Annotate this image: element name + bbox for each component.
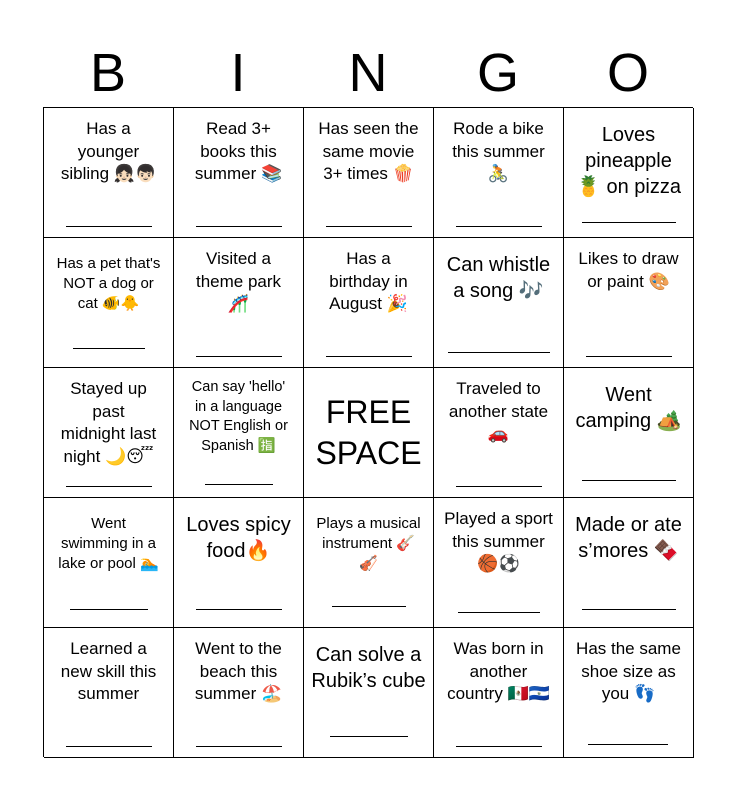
free-space[interactable]: [304, 368, 434, 498]
bingo-square[interactable]: [44, 498, 174, 628]
header-letter-o: O: [606, 43, 649, 103]
signature-line: [456, 226, 542, 227]
bingo-square[interactable]: [304, 108, 434, 238]
signature-line: [196, 609, 282, 610]
square-text: Was born in another country 🇲🇽🇸🇻: [447, 639, 550, 703]
bingo-header: [43, 38, 693, 108]
signature-line: [66, 746, 152, 747]
square-text: Can say 'hello' in a language NOT English or Spanish 🈯: [189, 379, 288, 454]
square-text: Learned a new skill this summer: [60, 639, 157, 703]
header-letter-g: G: [476, 43, 519, 103]
signature-line: [456, 486, 542, 487]
square-text: Can whistle a song 🎶: [446, 254, 551, 302]
signature-line: [582, 480, 676, 481]
square-text: Has the same shoe size as you 👣: [576, 639, 681, 703]
square-text: Stayed up past midnight last night 🌙😴: [60, 379, 157, 466]
signature-line: [326, 356, 412, 357]
signature-line: [586, 356, 672, 357]
bingo-square[interactable]: [564, 108, 694, 238]
signature-line: [196, 226, 282, 227]
bingo-square[interactable]: [174, 108, 304, 238]
signature-line: [205, 484, 273, 485]
bingo-square[interactable]: [564, 498, 694, 628]
bingo-square[interactable]: [174, 368, 304, 498]
bingo-square[interactable]: [304, 628, 434, 758]
bingo-square[interactable]: [174, 498, 304, 628]
square-text: Visited a theme park 🎢: [195, 249, 282, 313]
bingo-square[interactable]: [434, 368, 564, 498]
square-text: Has a younger sibling 👧🏻👦🏻: [60, 119, 157, 183]
square-text: Loves pineapple 🍍 on pizza: [576, 124, 681, 198]
signature-line: [456, 746, 542, 747]
header-letter-i: I: [230, 43, 246, 103]
bingo-square[interactable]: [304, 238, 434, 368]
square-text: Played a sport this summer 🏀⚽: [444, 509, 553, 573]
signature-line: [448, 352, 550, 353]
header-letter-b: B: [89, 43, 127, 103]
bingo-square[interactable]: [434, 108, 564, 238]
square-text: Has a birthday in August 🎉: [329, 249, 408, 313]
square-text: Has seen the same movie 3+ times 🍿: [318, 119, 419, 183]
bingo-square[interactable]: [304, 498, 434, 628]
signature-line: [73, 348, 145, 349]
bingo-square[interactable]: [44, 368, 174, 498]
bingo-square[interactable]: [434, 238, 564, 368]
bingo-square[interactable]: [434, 628, 564, 758]
square-text: Went swimming in a lake or pool 🏊: [58, 515, 159, 572]
bingo-square[interactable]: [174, 628, 304, 758]
bingo-square[interactable]: [434, 498, 564, 628]
bingo-square[interactable]: [44, 628, 174, 758]
square-text: Rode a bike this summer 🚴: [452, 119, 545, 183]
bingo-square[interactable]: [174, 238, 304, 368]
bingo-square[interactable]: [564, 628, 694, 758]
bingo-board: [43, 107, 693, 757]
square-text: Went camping 🏕️: [575, 384, 682, 432]
square-text: Likes to draw or paint 🎨: [578, 249, 679, 291]
bingo-square[interactable]: [44, 238, 174, 368]
signature-line: [582, 609, 676, 610]
signature-line: [332, 606, 406, 607]
signature-line: [196, 746, 282, 747]
signature-line: [66, 226, 152, 227]
square-text: Read 3+ books this summer 📚: [194, 119, 283, 183]
square-text: Has a pet that's NOT a dog or cat 🐠🐥: [56, 255, 161, 312]
signature-line: [458, 612, 540, 613]
square-text: Can solve a Rubik’s cube: [311, 644, 426, 692]
signature-line: [70, 609, 148, 610]
bingo-square[interactable]: [44, 108, 174, 238]
signature-line: [66, 486, 152, 487]
square-text: Went to the beach this summer 🏖️: [194, 639, 283, 703]
square-text: Plays a musical instrument 🎸 🎻: [316, 515, 421, 572]
signature-line: [582, 222, 676, 223]
signature-line: [196, 356, 282, 357]
bingo-square[interactable]: [564, 238, 694, 368]
signature-line: [588, 744, 668, 745]
free-space-text: FREE SPACE: [315, 394, 422, 471]
header-letter-n: N: [348, 43, 388, 103]
square-text: Made or ate s’mores 🍫: [575, 514, 682, 562]
signature-line: [330, 736, 408, 737]
square-text: Traveled to another state 🚗: [448, 379, 549, 443]
bingo-square[interactable]: [564, 368, 694, 498]
square-text: Loves spicy food🔥: [186, 514, 291, 562]
signature-line: [326, 226, 412, 227]
